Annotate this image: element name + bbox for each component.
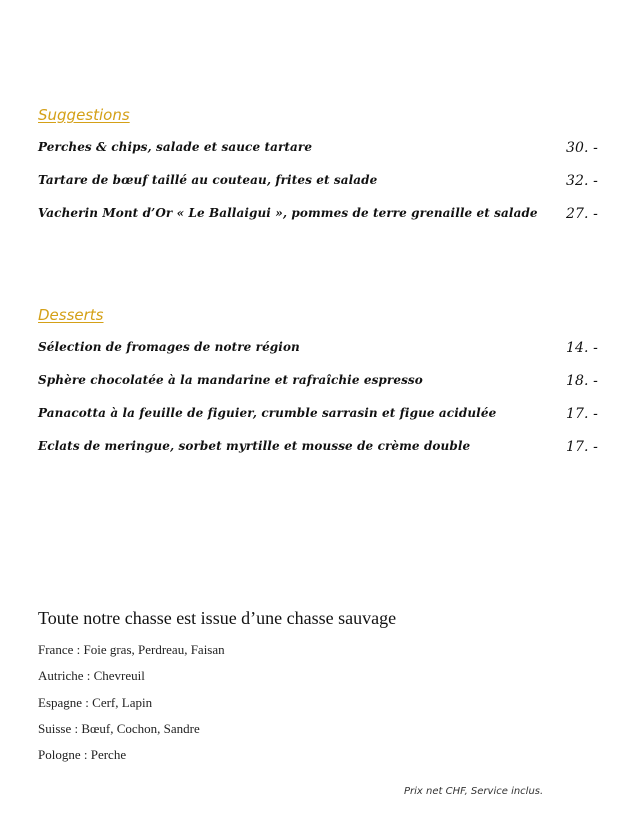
menu-item-name: Tartare de bœuf taillé au couteau, frites et salade xyxy=(38,173,378,187)
menu-item-name: Sphère chocolatée à la mandarine et rafraîchie espresso xyxy=(38,373,423,387)
menu-item-price: 27. - xyxy=(566,206,598,222)
menu-item-name: Vacherin Mont d’Or « Le Ballaigui », pommes de terre grenaille et salade xyxy=(38,206,538,220)
origin-line: Autriche : Chevreuil xyxy=(38,668,145,683)
menu-item-price: 14. - xyxy=(566,340,598,356)
origin-line: Suisse : Bœuf, Cochon, Sandre xyxy=(38,721,200,736)
price-note: Prix net CHF, Service inclus. xyxy=(404,786,544,797)
menu-item-price: 32. - xyxy=(566,173,598,189)
menu-item-name: Perches & chips, salade et sauce tartare xyxy=(38,140,313,154)
menu-item-name: Panacotta à la feuille de figuier, crumble sarrasin et figue acidulée xyxy=(38,406,497,420)
menu-item-price: 30. - xyxy=(566,140,598,156)
menu-item-price: 17. - xyxy=(566,406,598,422)
origin-line: Pologne : Perche xyxy=(38,747,127,762)
menu-item-price: 17. - xyxy=(566,439,598,455)
origin-line: France : Foie gras, Perdreau, Faisan xyxy=(38,642,225,657)
desserts-title: Desserts xyxy=(38,306,104,324)
menu-item-name: Eclats de meringue, sorbet myrtille et mousse de crème double xyxy=(38,439,471,453)
game-origin-heading: Toute notre chasse est issue d’une chasse sauvage xyxy=(38,608,397,628)
menu-item-name: Sélection de fromages de notre région xyxy=(38,340,300,354)
suggestions-title: Suggestions xyxy=(38,106,130,124)
origin-line: Espagne : Cerf, Lapin xyxy=(38,695,153,710)
menu-item-price: 18. - xyxy=(566,373,598,389)
